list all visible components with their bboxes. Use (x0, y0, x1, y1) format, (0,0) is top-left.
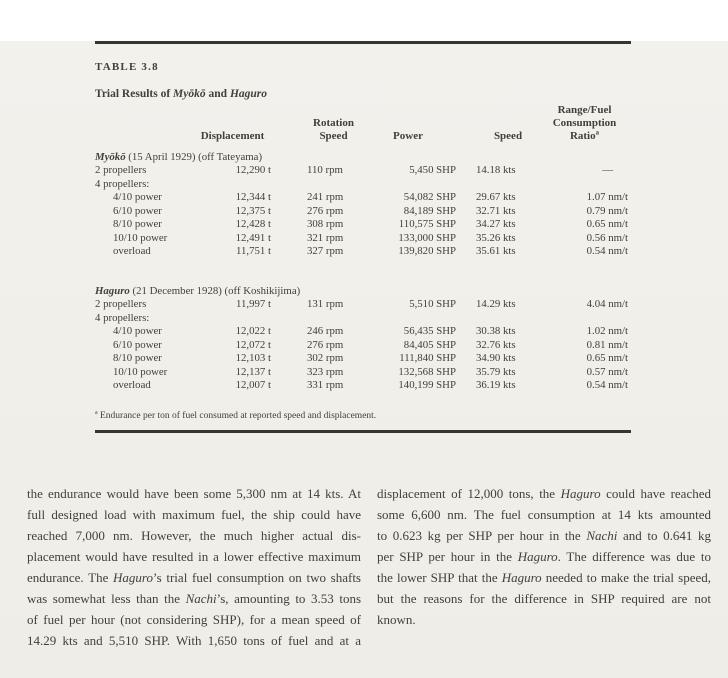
cell-rot: 276 rpm (307, 204, 344, 217)
cell-label: 2 propellers (95, 164, 147, 176)
column-header-line: Range/Fuel (557, 103, 612, 116)
cell-ratio: 1.02 nm/t (586, 325, 628, 337)
cell-ratio: 0.56 nm/t (586, 231, 628, 244)
cell-ratio: 4.04 nm/t (586, 298, 628, 310)
cell-power: 54,082 SHP (403, 191, 456, 203)
table-bottom-rule (95, 430, 631, 433)
section-heading: Haguro (21 December 1928) (off Koshikijima) (95, 284, 301, 297)
text-line: some 6,600 nm. The fuel consumption at 14 kts amounted (377, 506, 711, 522)
cell-ratio (540, 312, 629, 326)
cell-speed: 35.79 kts (476, 365, 516, 378)
cell-label: 4/10 power (113, 191, 162, 203)
cell-ratio: 0.57 nm/t (586, 365, 628, 378)
text-line: of fuel per hour (not considering SHP), for a mean speed of (27, 611, 361, 627)
cell-rot: 276 rpm (307, 338, 344, 351)
cell-speed: 34.27 kts (476, 218, 516, 230)
table-row (95, 298, 631, 312)
cell-label: 6/10 power (113, 338, 162, 351)
cell-label: 10/10 power (113, 231, 168, 244)
cell-speed: 34.90 kts (476, 352, 516, 364)
cell-label: 8/10 power (113, 218, 162, 230)
text-line: to 0.623 kg per SHP per hour in the Nachi and to 0.641 kg (377, 527, 711, 543)
table-row (95, 312, 631, 326)
table-row (95, 366, 631, 380)
cell-label: 4/10 power (113, 325, 162, 337)
cell-speed: 35.61 kts (476, 245, 516, 257)
cell-ratio: 0.81 nm/t (586, 338, 628, 351)
text-line: displacement of 12,000 tons, the Haguro could have reached (377, 485, 711, 501)
cell-speed: 30.38 kts (476, 325, 516, 337)
cell-rot: 246 rpm (307, 325, 344, 337)
cell-power: 139,820 SHP (398, 245, 456, 257)
table-footnote: $^a$ Endurance per ton of fuel consumed at reported speed and displacement. (95, 409, 377, 421)
cell-power: 111,840 SHP (399, 352, 456, 364)
cell-rot: 327 rpm (307, 245, 344, 257)
cell-power: 132,568 SHP (398, 365, 456, 378)
text-line: full designed load with maximum fuel, the ship could have (27, 506, 361, 522)
cell-rot (275, 178, 360, 192)
cell-power: 5,510 SHP (409, 298, 456, 310)
cell-label: 4 propellers: (95, 311, 150, 324)
table-body (95, 151, 631, 393)
cell-power: 84,189 SHP (403, 204, 456, 217)
cell-ratio: — (602, 164, 613, 176)
cell-disp: 12,428 t (235, 218, 271, 230)
cell-speed: 32.71 kts (476, 204, 516, 217)
table-section-myoko (95, 151, 631, 259)
cell-speed (465, 312, 540, 326)
cell-ratio: 0.65 nm/t (586, 352, 628, 364)
body-text (27, 483, 711, 651)
table-row (95, 205, 631, 219)
cell-ratio: 1.07 nm/t (586, 191, 628, 203)
table-row (95, 245, 631, 259)
cell-rot: 331 rpm (307, 379, 344, 391)
cell-disp: 11,751 t (236, 245, 271, 257)
cell-rot: 110 rpm (307, 164, 343, 176)
cell-label: 6/10 power (113, 204, 162, 217)
cell-power: 110,575 SHP (398, 218, 456, 230)
column-header-line: Speed (493, 129, 523, 142)
column-header-line: Speed (319, 129, 348, 142)
cell-speed: 14.18 kts (476, 164, 516, 176)
cell-power (360, 178, 465, 192)
text-line: was somewhat less than the Nachi’s, amounting to 3.53 tons (27, 590, 361, 606)
table-label: TABLE 3.8 (95, 60, 159, 73)
cell-rot: 323 rpm (307, 365, 344, 378)
table-row (95, 218, 631, 232)
cell-rot: 302 rpm (307, 352, 344, 364)
text-line: endurance. The Haguro’s trial fuel consumption on two shafts (27, 569, 361, 585)
cell-disp: 12,290 t (235, 164, 271, 176)
cell-label: 8/10 power (113, 352, 162, 364)
column-header-range-fuel-consumption-ratio (540, 104, 629, 143)
cell-speed: 14.29 kts (476, 298, 516, 310)
table-title: Trial Results of Myōkō and Haguro (95, 87, 268, 100)
cell-speed (465, 178, 540, 192)
cell-ratio: 0.54 nm/t (586, 245, 628, 257)
column-header-line: Rotation (313, 116, 354, 129)
cell-label: 4 propellers: (95, 177, 150, 190)
cell-ratio: 0.65 nm/t (586, 218, 628, 230)
text-line: the endurance would have been some 5,300 nm at 14 kts. At (27, 485, 361, 501)
text-line: placement would have resulted in a lower effective maximum (27, 548, 361, 564)
table-row (95, 164, 631, 178)
cell-disp: 12,072 t (235, 338, 271, 351)
cell-disp (190, 178, 275, 192)
table-top-rule (95, 41, 631, 44)
cell-rot: 131 rpm (307, 298, 344, 310)
text-line: reached 7,000 nm. However, the much higher actual dis- (27, 527, 361, 543)
cell-label: 10/10 power (113, 365, 168, 378)
text-column-left (27, 483, 361, 651)
cell-power: 5,450 SHP (409, 164, 456, 176)
cell-ratio (540, 178, 629, 192)
column-header-line: Power (393, 129, 423, 142)
cell-power: 140,199 SHP (398, 379, 456, 391)
cell-power (360, 312, 465, 326)
cell-disp: 12,007 t (235, 379, 271, 391)
cell-power: 133,000 SHP (398, 231, 456, 244)
cell-power: 84,405 SHP (403, 338, 456, 351)
text-line: known. (377, 611, 416, 627)
cell-rot: 308 rpm (307, 218, 344, 230)
cell-disp: 12,375 t (235, 204, 271, 217)
cell-power: 56,435 SHP (403, 325, 456, 337)
cell-disp: 11,997 t (236, 298, 271, 310)
cell-disp: 12,491 t (235, 231, 271, 244)
cell-speed: 32.76 kts (476, 338, 516, 351)
cell-disp: 12,022 t (235, 325, 271, 337)
cell-rot: 321 rpm (307, 231, 344, 244)
cell-disp (190, 312, 275, 326)
cell-speed: 36.19 kts (476, 379, 516, 391)
cell-rot: 241 rpm (307, 191, 344, 203)
text-column-right (377, 483, 711, 651)
cell-ratio: 0.54 nm/t (586, 379, 628, 391)
text-line: the lower SHP that the Haguro needed to make the trial speed, (377, 569, 711, 585)
table-row (95, 339, 631, 353)
cell-rot (275, 312, 360, 326)
column-header-power (360, 130, 465, 143)
table-section-haguro (95, 285, 631, 393)
text-line: 14.29 kts and 5,510 SHP. With 1,650 tons of fuel and at a (27, 632, 361, 648)
table-3-8 (95, 41, 631, 433)
column-header-line: Consumption (552, 116, 617, 129)
cell-label: overload (113, 379, 151, 391)
cell-label: 2 propellers (95, 298, 147, 310)
table-col-headers (95, 104, 631, 143)
cell-disp: 12,344 t (235, 191, 271, 203)
column-header-speed (465, 130, 540, 143)
table-row (95, 232, 631, 246)
text-line: but the reasons for the difference in SHP required are not (377, 590, 711, 606)
section-heading: Myōkō (15 April 1929) (off Tateyama) (95, 150, 263, 163)
cell-speed: 29.67 kts (476, 191, 516, 203)
cell-disp: 12,103 t (235, 352, 271, 364)
text-line: per SHP per hour in the Haguro. The difference was due to (377, 548, 711, 564)
column-header-rotation-speed (275, 117, 360, 143)
cell-ratio: 0.79 nm/t (586, 204, 628, 217)
table-row (95, 379, 631, 393)
cell-speed: 35.26 kts (476, 231, 516, 244)
book-page (0, 41, 728, 678)
column-header-line: Ratio$^a$ (569, 128, 600, 142)
column-header-line: Displacement (200, 129, 265, 142)
column-header-displacement (190, 130, 275, 143)
table-row (95, 178, 631, 192)
table-row (95, 191, 631, 205)
table-row (95, 352, 631, 366)
cell-disp: 12,137 t (235, 365, 271, 378)
cell-label: overload (113, 245, 151, 257)
table-row (95, 325, 631, 339)
